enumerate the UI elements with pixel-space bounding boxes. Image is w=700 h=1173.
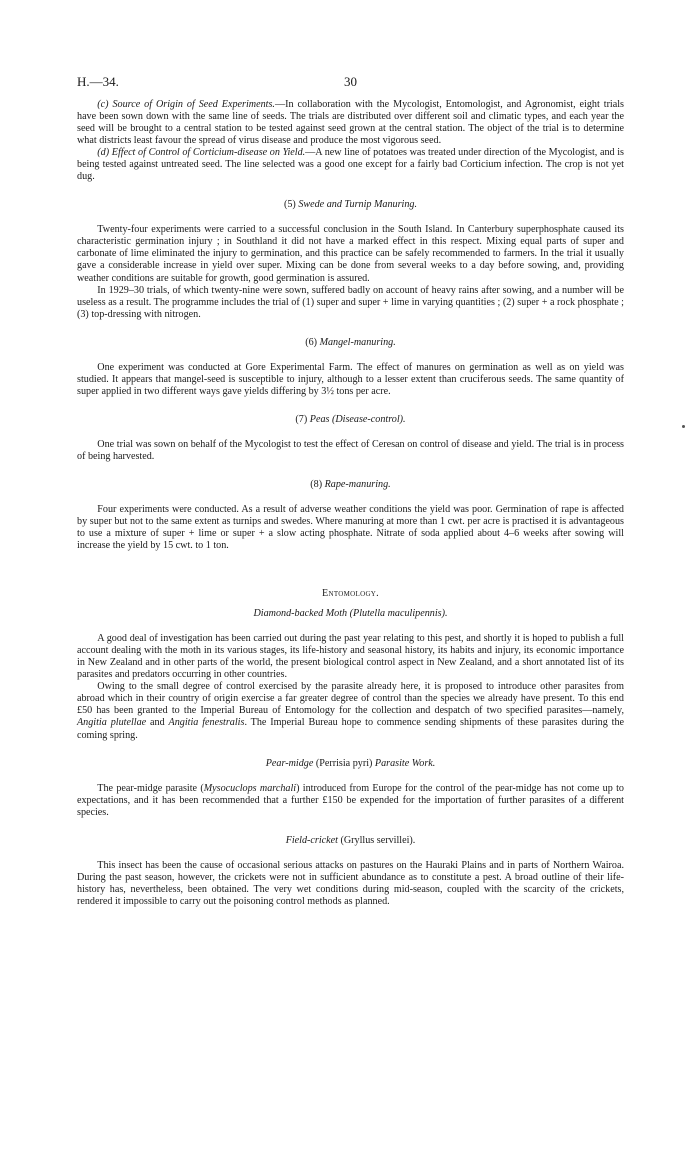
paragraph-rape: Four experiments were conducted. As a result of adverse weather conditions the yield was poor. Germination of rape is affected by super but not to the same extent as turnips and swedes. Where manuring at more than 1 cwt. per acre is practised it is advantageous to use a mixture of super + lime or super + a slow acting phosphate. Nitrate of soda applied about 4–6 weeks after sowing will increase the yield by 15 cwt. to 1 ton. (77, 503, 624, 552)
paragraph-swede-2: In 1929–30 trials, of which twenty-nine were sown, suffered badly on account of heavy rains after sowing, and a number will be useless as a result. The programme includes the trial of (1) super and super + lime in varying quantities ; (2) super + a rock phosphate ; (3) top-dressing with nitrogen. (77, 284, 624, 320)
paragraph-corticium (77, 147, 624, 183)
document-reference: H.—34. (77, 74, 119, 89)
paragraph-swede-1: Twenty-four experiments were carried to a successful conclusion in the South Island. In Canterbury superphosphate caused its characteristic germination injury ; in Southland it did not have a marked effect in this respect. Mixing equal parts of super and carbonate of lime eliminated the injury to germination, and this practice can be safely recommended to farmers. In the trial it usually gave a considerable increase in yield over super. Mixing can be done from several weeks to a day before sowing, and, providing weather conditions are suitable for growth, good germination is assured. (77, 224, 624, 284)
paragraph-moth-2: Owing to the small degree of control exercised by the parasite already here, it is proposed to introduce other parasites from abroad which in their country of origin exercise a far greater degree of control than the species we already have present. To this end £50 has been granted to the Imperial Bureau of Entomology for the collection and despatch of two specified parasites—namely, Angitia plutellae and Angitia fenestralis. The Imperial Bureau hope to commence sending shipments of these parasites during the coming spring. (77, 681, 625, 741)
paragraph-peas: One trial was sown on behalf of the Mycologist to test the effect of Ceresan on control of disease and yield. The trial is in process of being harvested. (77, 438, 624, 462)
paragraph-lead: (d) Effect of Control of Corticium-disease on Yield. (97, 147, 306, 159)
subheading-pear-midge: Pear-midge (Perrisia pyri) Parasite Work. (265, 757, 436, 769)
subheading-diamond-backed-moth: Diamond-backed Moth (Plutella maculipennis). (253, 608, 448, 620)
section-title-entomology: Entomology. (322, 588, 379, 600)
section-heading-swede-turnip: (5) Swede and Turnip Manuring. (283, 199, 418, 211)
paragraph-moth-1: A good deal of investigation has been carried out during the past year relating to this pest, and shortly it is hoped to publish a full account dealing with the moth in its various stages, its life-history and seasonal history, its habits and injury, its economic importance in New Zealand and in other parts of the world, the present biological control aspect in New Zealand, and a short annotated list of its parasites and predators occurring in other countries. (77, 633, 624, 681)
paragraph-lead: (c) Source of Origin of Seed Experiments. (97, 99, 275, 110)
paragraph-pear-midge: The pear-midge parasite (Mysocuclops marchali) introduced from Europe for the control of the pear-midge has not come up to expectations, and it has been recommended that a further £150 be expended for the importation of further parasites of a different species. (77, 782, 624, 818)
section-heading-peas: (7) Peas (Disease-control). (295, 413, 406, 425)
paragraph-text: —In collaboration with the Mycologist, Entomologist, and Agronomist, eight trials have been sown down with the same line of seeds. The trials are distributed over different soil and climatic types, and each year the seed will be brought to a central station to be tested against seed grown at the central station. The object of the trial is to determine what districts least favour the spread of virus disease and produce the most vigorous seed. (77, 99, 624, 147)
paragraph-text: —A new line of potatoes was treated under direction of the Mycologist, and is being tested against untreated seed. The line selected was a good one except for a fairly bad Corticium infection. The crop is not yet dug. (77, 147, 624, 183)
section-heading-rape: (8) Rape-manuring. (310, 478, 391, 490)
paragraph-mangel: One experiment was conducted at Gore Experimental Farm. The effect of manures on germination as well as on yield was studied. It appears that mangel-seed is susceptible to injury, although to a lesser extent than cruciferous seeds. The same quantity of super applied in two different ways gave yields differing by 3½ tons per acre. (77, 361, 624, 397)
subheading-field-cricket: Field-cricket (Gryllus servillei). (285, 834, 416, 846)
page-body (77, 99, 624, 908)
paragraph-field-cricket: This insect has been the cause of occasional serious attacks on pastures on the Hauraki Plains and in parts of Northern Wairoa. During the past season, however, the crickets were not in sufficient abundance as to constitute a pest. A broad outline of their life-history has, nevertheless, been obtained. The very wet conditions during mid-season, coupled with the scarcity of the crickets, rendered it impossible to carry out the poisoning control methods as planned. (77, 859, 624, 907)
page-number: 30 (344, 74, 357, 89)
section-heading-mangel: (6) Mangel-manuring. (305, 336, 396, 348)
page-header (77, 74, 624, 90)
paragraph-seed-origin (77, 99, 624, 147)
margin-dot-mark (682, 425, 685, 428)
